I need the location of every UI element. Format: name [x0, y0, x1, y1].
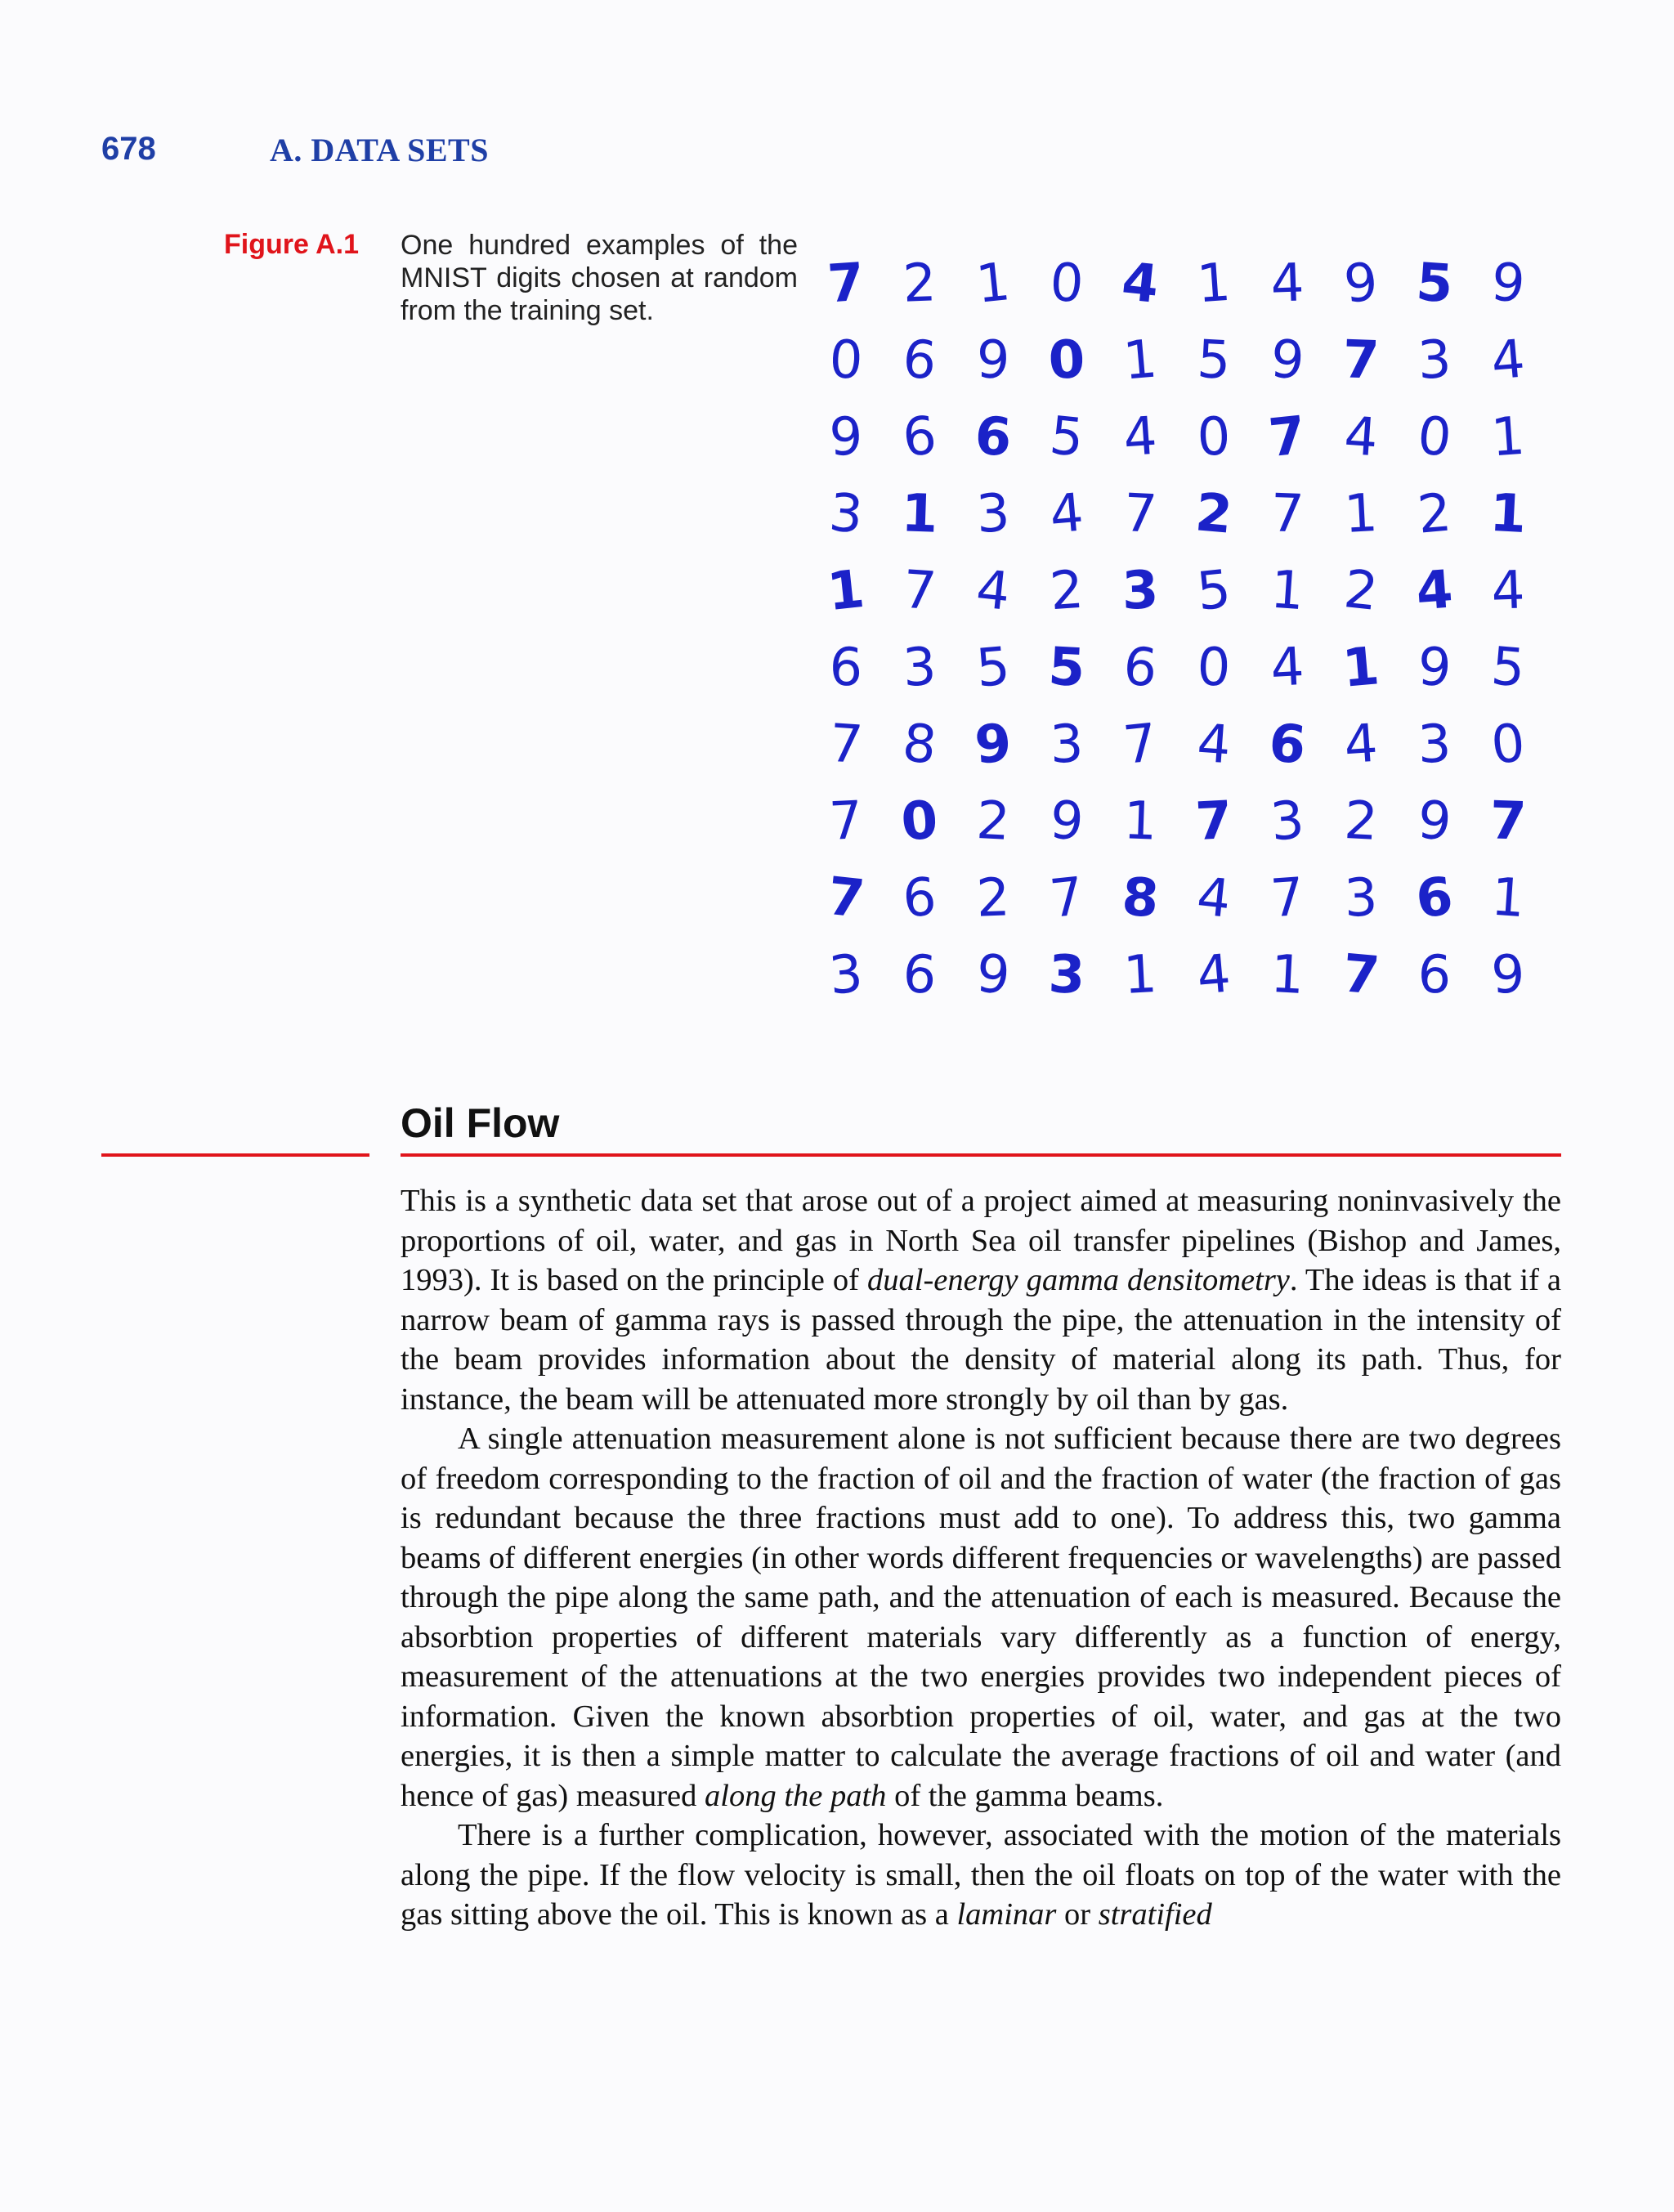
paragraph-2-text-b: of the gamma beams. [886, 1778, 1164, 1813]
paragraph-1-text-b: . The ideas is that if a narrow beam of gamma rays is passed through the pipe, the attenuation in the intensity of the beam provides information about the density of material along its path. Thus, for instance, the beam will be attenuated more strongly by oil than by gas. [401, 1263, 1562, 1417]
mnist-digit: 3 [1416, 329, 1453, 392]
paragraph-3 [401, 1816, 1561, 1935]
mnist-digit: 9 [1489, 943, 1527, 1007]
mnist-digit: 9 [975, 329, 1011, 392]
mnist-digit: 1 [1122, 790, 1158, 853]
mnist-digit: 7 [1269, 483, 1305, 545]
mnist-digit: 1 [1195, 252, 1233, 316]
mnist-digit: 7 [826, 252, 866, 316]
mnist-digit: 4 [1490, 560, 1526, 622]
mnist-digit: 5 [1488, 636, 1528, 700]
mnist-digit: 1 [900, 483, 939, 545]
mnist-digit: 5 [1193, 559, 1234, 623]
mnist-digit: 6 [1121, 636, 1160, 700]
mnist-digit: 1 [1340, 636, 1382, 700]
paragraph-1 [401, 1181, 1561, 1419]
mnist-digit: 6 [901, 866, 938, 930]
mnist-digit: 6 [1412, 866, 1457, 931]
mnist-digit: 6 [1265, 712, 1309, 777]
mnist-digit: 9 [1047, 790, 1086, 853]
mnist-digit: 7 [1121, 482, 1159, 546]
mnist-digit: 0 [1196, 406, 1232, 468]
mnist-digit: 2 [1342, 790, 1380, 853]
mnist-digit: 4 [1269, 253, 1305, 315]
figure-caption: One hundred examples of the MNIST digits chosen at random from the training set. [401, 230, 798, 326]
chapter-title: A. DATA SETS [270, 132, 489, 168]
paragraph-3-emphasis-1: laminar [956, 1897, 1057, 1932]
mnist-digit: 7 [1340, 943, 1382, 1007]
paragraph-2-emphasis: along the path [705, 1778, 887, 1813]
mnist-digit: 3 [1343, 867, 1379, 929]
mnist-digit: 1 [824, 558, 868, 624]
mnist-digit: 1 [1489, 405, 1527, 469]
mnist-digit: 7 [1193, 790, 1234, 853]
mnist-digit: 9 [973, 713, 1014, 777]
mnist-digit: 9 [1488, 252, 1529, 316]
mnist-digit: 3 [1047, 944, 1086, 1006]
mnist-digit: 7 [1265, 405, 1309, 470]
mnist-digit: 7 [824, 866, 868, 931]
mnist-digit: 4 [1269, 636, 1306, 700]
mnist-digit: 6 [900, 329, 939, 392]
mnist-digit-grid [809, 245, 1545, 1014]
mnist-digit: 6 [901, 943, 938, 1007]
mnist-digit: 7 [1488, 790, 1528, 853]
mnist-digit: 7 [1341, 329, 1381, 392]
mnist-digit: 1 [1269, 943, 1306, 1007]
mnist-digit: 5 [1414, 252, 1455, 316]
mnist-digit: 4 [1342, 713, 1380, 777]
mnist-digit: 7 [1046, 866, 1087, 930]
paragraph-3-text-a: There is a further complication, however, associated with the motion of the materials along the pipe. If the flow velocity is small, then the oil floats on top of the water with the gas sitting above the oil. This is known as a [401, 1818, 1561, 1932]
mnist-digit: 7 [1269, 866, 1306, 930]
mnist-digit: 1 [1488, 482, 1529, 546]
mnist-digit: 3 [826, 482, 866, 546]
mnist-digit: 0 [1488, 713, 1529, 777]
mnist-digit: 4 [1488, 329, 1528, 392]
mnist-digit: 0 [1414, 405, 1455, 469]
mnist-digit: 1 [1342, 482, 1380, 546]
mnist-digit: 4 [973, 559, 1014, 623]
mnist-digit: 0 [1048, 252, 1085, 316]
mnist-digit: 2 [974, 790, 1012, 853]
paragraph-2-text-a: A single attenuation measurement alone is not sufficient because there are two degrees of freedom corresponding to the fraction of oil and the fraction of water (the fraction of gas is redundant because the three fractions must add to one). To address this, two gamma beams of different energies (in other words different frequencies or wavelengths) are passed through the pipe along the same path, and the attenuation of each is measured. Because the absorbtion properties of different materials vary differently as a function of energy, measurement of the attenuations at the two energies provides two independent pieces of information. Given the known absorbtion properties of oil, water, and gas at the two energies, it is then a simple matter to calculate the average fractions of oil and water (and hence of gas) measured [401, 1422, 1561, 1813]
mnist-digit: 7 [827, 713, 865, 777]
figure-label: Figure A.1 [224, 229, 359, 260]
mnist-digit: 7 [901, 559, 938, 623]
mnist-digit: 3 [974, 482, 1012, 546]
mnist-digit: 4 [1414, 559, 1455, 623]
mnist-digit: 3 [901, 636, 938, 700]
mnist-digit: 2 [1341, 559, 1381, 623]
section-rule-left [101, 1153, 369, 1157]
mnist-digit: 3 [1049, 714, 1085, 776]
mnist-digit: 2 [1048, 559, 1085, 623]
mnist-digit: 0 [898, 790, 941, 853]
mnist-digit: 6 [899, 405, 940, 469]
paragraph-3-emphasis-2: stratified [1098, 1897, 1212, 1932]
mnist-digit: 3 [1121, 560, 1160, 622]
paragraph-1-text-a: This is a synthetic data set that arose out of a project aimed at measuring noninvasively the proportions of oil, water, and gas in North Sea oil transfer pipelines (Bishop and James, 1993). It is based on the principle of [401, 1184, 1561, 1297]
paragraph-2 [401, 1419, 1561, 1816]
mnist-digit: 1 [1269, 559, 1306, 623]
mnist-digit: 4 [1193, 866, 1234, 930]
mnist-digit: 2 [902, 253, 938, 315]
section-title: Oil Flow [401, 1100, 560, 1146]
mnist-digit: 4 [1047, 482, 1086, 546]
mnist-digit: 5 [974, 636, 1013, 700]
section-rule [401, 1153, 1561, 1157]
mnist-digit: 5 [1195, 329, 1233, 392]
body-text [401, 1181, 1561, 1935]
mnist-digit: 6 [828, 637, 864, 699]
mnist-digit: 1 [1121, 943, 1159, 1007]
paragraph-1-emphasis: dual-energy gamma densitometry [867, 1263, 1290, 1297]
mnist-digit: 0 [827, 329, 865, 392]
mnist-digit: 4 [1342, 405, 1380, 469]
mnist-digit: 9 [828, 406, 864, 468]
mnist-digit: 4 [1121, 405, 1159, 469]
mnist-digit: 9 [1416, 636, 1453, 700]
mnist-digit: 4 [1195, 713, 1233, 777]
page-number: 678 [101, 131, 156, 167]
mnist-digit: 9 [1341, 252, 1381, 316]
mnist-digit: 5 [1046, 636, 1087, 700]
paragraph-3-text-mid: or [1056, 1897, 1099, 1932]
mnist-digit: 9 [1268, 329, 1307, 392]
mnist-digit: 6 [973, 405, 1014, 469]
mnist-digit: 1 [1489, 866, 1527, 930]
mnist-digit: 3 [826, 943, 866, 1007]
mnist-digit: 5 [1046, 405, 1087, 469]
mnist-digit: 0 [1046, 329, 1087, 392]
mnist-digit: 2 [1415, 482, 1454, 546]
mnist-digit: 0 [1196, 637, 1232, 699]
mnist-digit: 3 [1417, 714, 1452, 776]
mnist-digit: 2 [975, 867, 1011, 929]
mnist-digit: 6 [1417, 944, 1452, 1006]
mnist-digit: 3 [1268, 790, 1307, 853]
mnist-digit: 4 [1194, 943, 1233, 1007]
mnist-digit: 2 [1193, 482, 1235, 546]
mnist-digit: 8 [1120, 866, 1161, 930]
mnist-digit: 8 [899, 713, 940, 777]
mnist-digit: 9 [1415, 790, 1454, 853]
mnist-digit: 7 [827, 790, 865, 853]
mnist-digit: 1 [1121, 329, 1160, 392]
mnist-digit: 9 [974, 943, 1013, 1007]
mnist-digit: 7 [1120, 713, 1161, 777]
mnist-digit: 1 [973, 252, 1014, 316]
mnist-digit: 4 [1118, 251, 1162, 316]
